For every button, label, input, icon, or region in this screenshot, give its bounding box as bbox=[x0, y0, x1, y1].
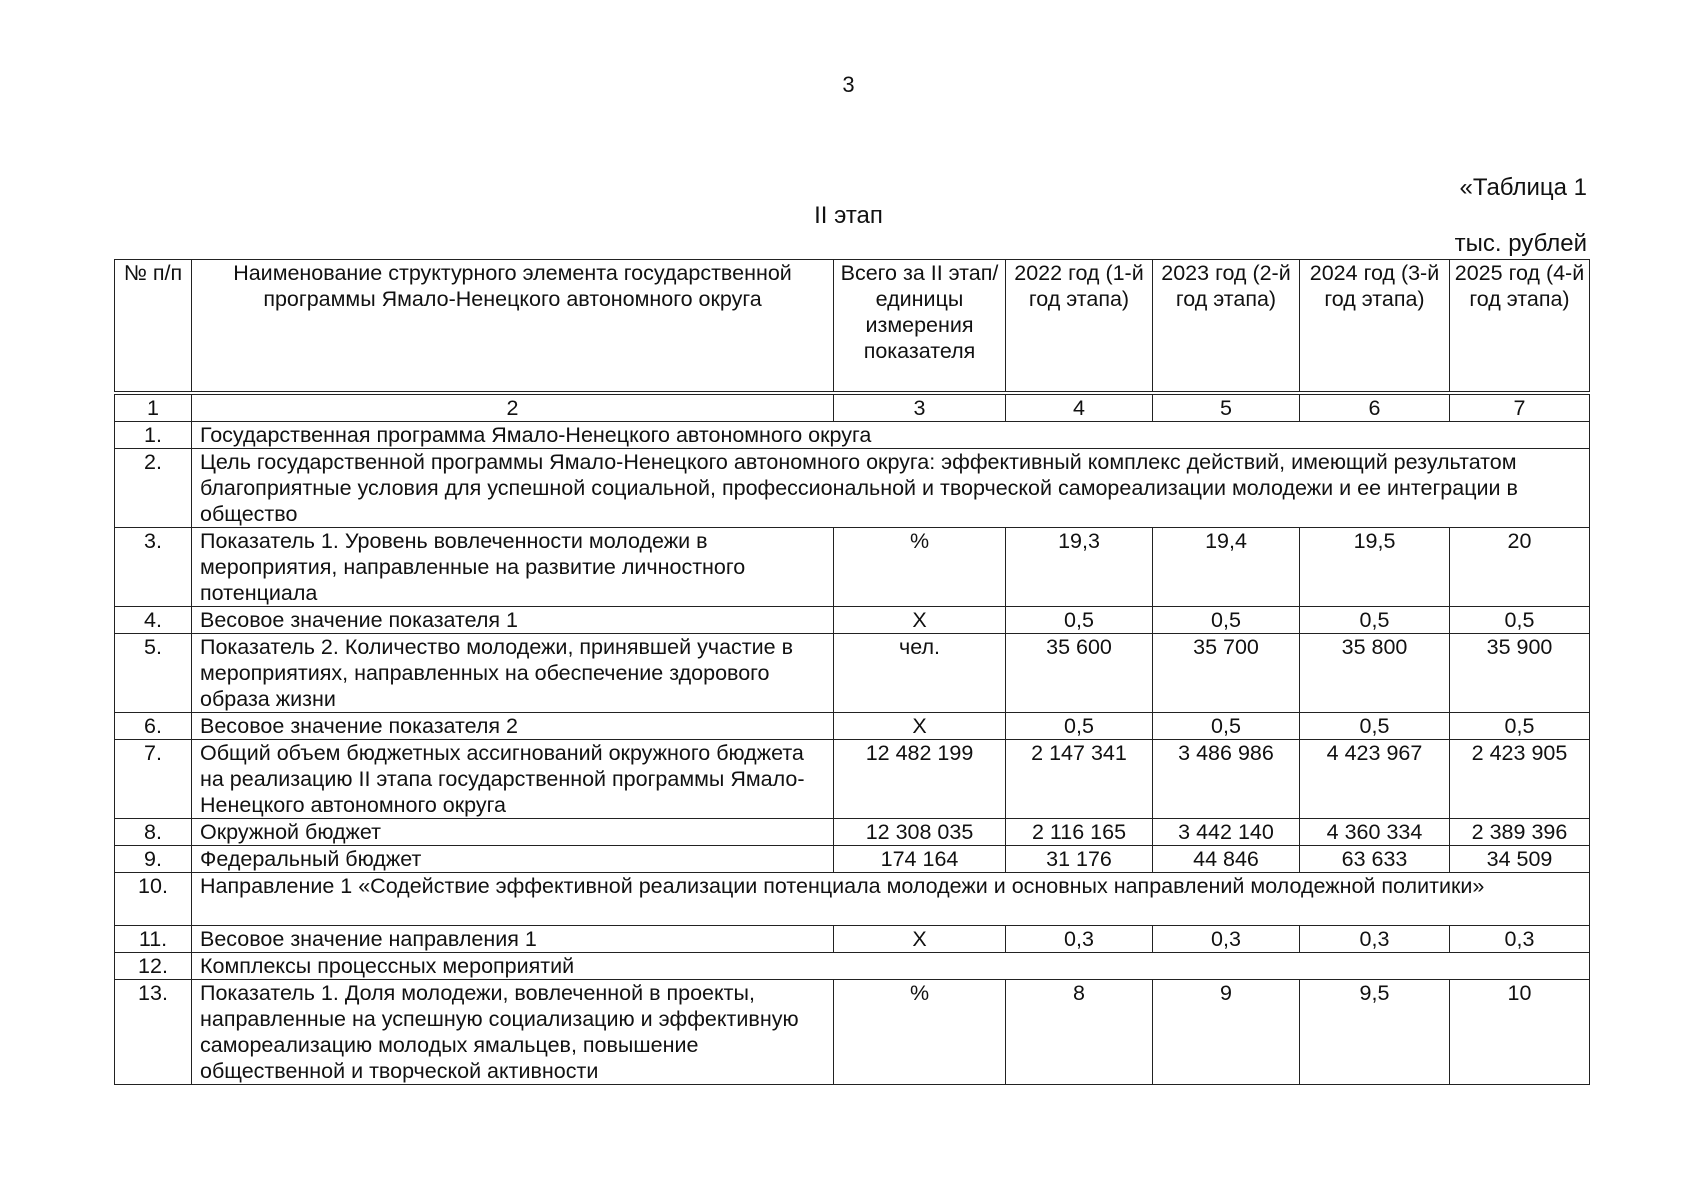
header-cell: Всего за II этап/ единицы измерения показателя bbox=[834, 260, 1006, 394]
row-2025: 10 bbox=[1450, 980, 1590, 1085]
row-name: Показатель 2. Количество молодежи, принявшей участие в мероприятиях, направленных на обеспечение здорового образа жизни bbox=[192, 634, 834, 713]
row-number: 4. bbox=[115, 607, 192, 634]
row-2023: 0,5 bbox=[1153, 607, 1300, 634]
row-2025: 34 509 bbox=[1450, 846, 1590, 873]
row-2025: 0,3 bbox=[1450, 926, 1590, 953]
row-total: Х bbox=[834, 713, 1006, 740]
header-cell: 2022 год (1-й год этапа) bbox=[1006, 260, 1153, 394]
budget-table bbox=[114, 259, 1590, 1085]
row-name: Комплексы процессных мероприятий bbox=[192, 953, 1590, 980]
row-2023: 19,4 bbox=[1153, 528, 1300, 607]
row-2023: 3 442 140 bbox=[1153, 819, 1300, 846]
row-total: Х bbox=[834, 926, 1006, 953]
row-2024: 4 360 334 bbox=[1300, 819, 1450, 846]
row-2022: 31 176 bbox=[1006, 846, 1153, 873]
table-row bbox=[115, 528, 1590, 607]
row-number: 13. bbox=[115, 980, 192, 1085]
row-total: чел. bbox=[834, 634, 1006, 713]
column-number: 3 bbox=[834, 393, 1006, 422]
row-total: 12 482 199 bbox=[834, 740, 1006, 819]
row-2022: 19,3 bbox=[1006, 528, 1153, 607]
table-row bbox=[115, 422, 1590, 449]
row-2023: 3 486 986 bbox=[1153, 740, 1300, 819]
table-row bbox=[115, 713, 1590, 740]
row-2024: 35 800 bbox=[1300, 634, 1450, 713]
row-2024: 19,5 bbox=[1300, 528, 1450, 607]
row-name: Направление 1 «Содействие эффективной реализации потенциала молодежи и основных направлений молодежной политики» bbox=[192, 873, 1590, 926]
row-name: Цель государственной программы Ямало-Ненецкого автономного округа: эффективный комплекс действий, имеющий результатом благоприятные условия для успешной социальной, профессиональной и творческой самореализации молодежи и ее интеграции в общество bbox=[192, 449, 1590, 528]
row-number: 1. bbox=[115, 422, 192, 449]
row-2025: 2 389 396 bbox=[1450, 819, 1590, 846]
column-number: 5 bbox=[1153, 393, 1300, 422]
row-name: Государственная программа Ямало-Ненецкого автономного округа bbox=[192, 422, 1590, 449]
row-name: Федеральный бюджет bbox=[192, 846, 834, 873]
table-row bbox=[115, 926, 1590, 953]
row-name: Весовое значение направления 1 bbox=[192, 926, 834, 953]
row-number: 12. bbox=[115, 953, 192, 980]
row-total: 12 308 035 bbox=[834, 819, 1006, 846]
units-label: тыс. рублей bbox=[1454, 230, 1587, 257]
header-cell: Наименование структурного элемента государственной программы Ямало-Ненецкого автономного округа bbox=[192, 260, 834, 394]
row-2025: 0,5 bbox=[1450, 713, 1590, 740]
row-2022: 8 bbox=[1006, 980, 1153, 1085]
row-name: Весовое значение показателя 1 bbox=[192, 607, 834, 634]
table-row bbox=[115, 980, 1590, 1085]
header-cell: № п/п bbox=[115, 260, 192, 394]
table-row bbox=[115, 819, 1590, 846]
table-row bbox=[115, 634, 1590, 713]
row-2023: 44 846 bbox=[1153, 846, 1300, 873]
row-number: 2. bbox=[115, 449, 192, 528]
row-2023: 35 700 bbox=[1153, 634, 1300, 713]
row-number: 11. bbox=[115, 926, 192, 953]
column-number: 1 bbox=[115, 393, 192, 422]
row-number: 8. bbox=[115, 819, 192, 846]
stage-title: II этап bbox=[814, 202, 883, 229]
column-number: 4 bbox=[1006, 393, 1153, 422]
table-row bbox=[115, 607, 1590, 634]
column-number: 6 bbox=[1300, 393, 1450, 422]
header-cell: 2023 год (2-й год этапа) bbox=[1153, 260, 1300, 394]
table-header-row bbox=[115, 260, 1590, 394]
row-2025: 20 bbox=[1450, 528, 1590, 607]
column-number: 2 bbox=[192, 393, 834, 422]
header-cell: 2025 год (4-й год этапа) bbox=[1450, 260, 1590, 394]
table-row bbox=[115, 449, 1590, 528]
row-number: 3. bbox=[115, 528, 192, 607]
table-row bbox=[115, 740, 1590, 819]
table-row bbox=[115, 953, 1590, 980]
row-total: % bbox=[834, 528, 1006, 607]
row-name: Окружной бюджет bbox=[192, 819, 834, 846]
row-number: 9. bbox=[115, 846, 192, 873]
page-number: 3 bbox=[842, 72, 855, 97]
row-2022: 0,5 bbox=[1006, 607, 1153, 634]
column-number-row bbox=[115, 393, 1590, 422]
row-name: Весовое значение показателя 2 bbox=[192, 713, 834, 740]
row-total: 174 164 bbox=[834, 846, 1006, 873]
row-2025: 2 423 905 bbox=[1450, 740, 1590, 819]
row-2024: 4 423 967 bbox=[1300, 740, 1450, 819]
row-2024: 9,5 bbox=[1300, 980, 1450, 1085]
row-name: Показатель 1. Уровень вовлеченности молодежи в мероприятия, направленные на развитие личностного потенциала bbox=[192, 528, 834, 607]
row-total: Х bbox=[834, 607, 1006, 634]
row-name: Общий объем бюджетных ассигнований окружного бюджета на реализацию II этапа государственной программы Ямало-Ненецкого автономного округа bbox=[192, 740, 834, 819]
row-2024: 0,5 bbox=[1300, 607, 1450, 634]
row-2023: 9 bbox=[1153, 980, 1300, 1085]
row-name: Показатель 1. Доля молодежи, вовлеченной в проекты, направленные на успешную социализацию и эффективную самореализацию молодых ямальцев, повышение общественной и творческой активности bbox=[192, 980, 834, 1085]
row-2022: 0,3 bbox=[1006, 926, 1153, 953]
row-2023: 0,5 bbox=[1153, 713, 1300, 740]
row-2025: 35 900 bbox=[1450, 634, 1590, 713]
row-2022: 0,5 bbox=[1006, 713, 1153, 740]
row-2024: 63 633 bbox=[1300, 846, 1450, 873]
row-number: 10. bbox=[115, 873, 192, 926]
row-2022: 35 600 bbox=[1006, 634, 1153, 713]
row-number: 5. bbox=[115, 634, 192, 713]
row-2023: 0,3 bbox=[1153, 926, 1300, 953]
row-2022: 2 116 165 bbox=[1006, 819, 1153, 846]
row-2024: 0,5 bbox=[1300, 713, 1450, 740]
row-total: % bbox=[834, 980, 1006, 1085]
row-2022: 2 147 341 bbox=[1006, 740, 1153, 819]
row-number: 6. bbox=[115, 713, 192, 740]
table-caption: «Таблица 1 bbox=[1459, 174, 1587, 201]
table-row bbox=[115, 846, 1590, 873]
row-2025: 0,5 bbox=[1450, 607, 1590, 634]
table-row bbox=[115, 873, 1590, 926]
row-number: 7. bbox=[115, 740, 192, 819]
row-2024: 0,3 bbox=[1300, 926, 1450, 953]
column-number: 7 bbox=[1450, 393, 1590, 422]
header-cell: 2024 год (3-й год этапа) bbox=[1300, 260, 1450, 394]
